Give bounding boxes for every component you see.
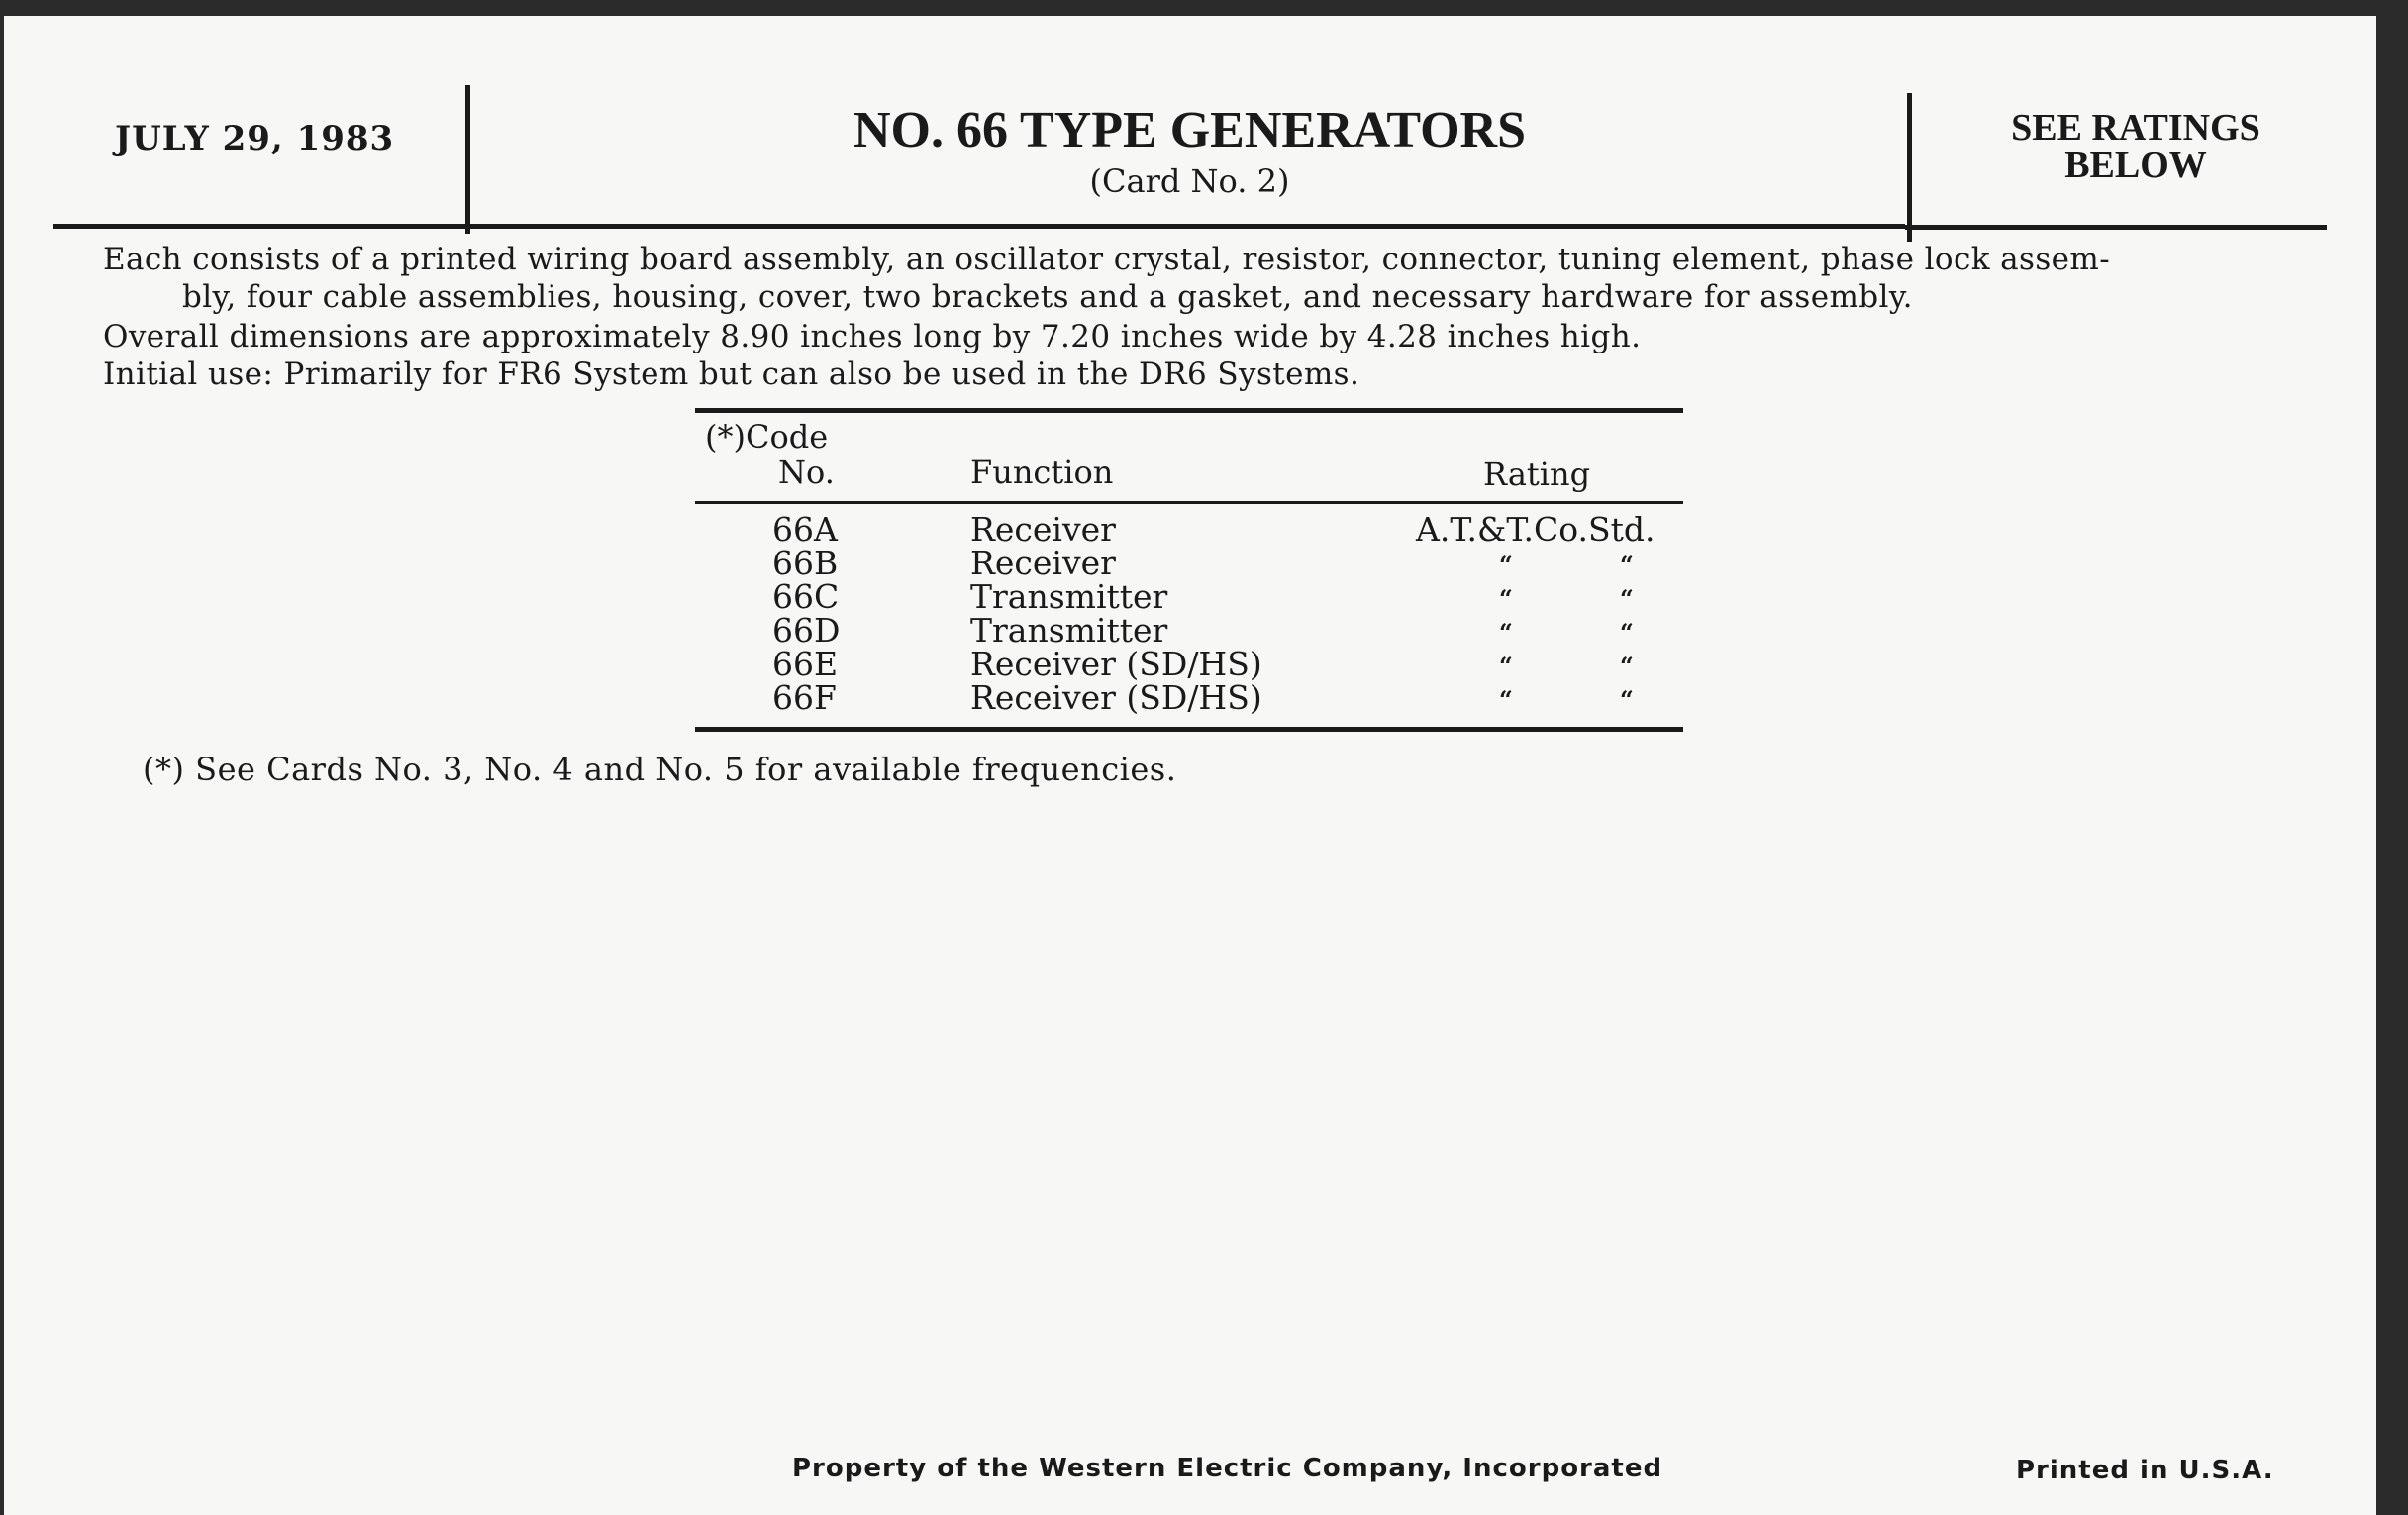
ratings-note-line2: BELOW [2064,145,2207,186]
initial-use-text: Initial use: Primarily for FR6 System but can also be used in the DR6 Systems. [103,356,1360,392]
ditto-mark: “ [1620,618,1634,647]
ditto-mark: “ [1620,652,1634,680]
header-rule-right [1905,225,2327,230]
printed-notice: Printed in U.S.A. [2016,1456,2274,1485]
ditto-mark: “ [1499,551,1513,579]
ratings-note-line1: SEE RATINGS [2011,107,2260,149]
table-row-rating: A.T.&T.Co.Std. [1416,510,1656,549]
description-line-2: bly, four cable assemblies, housing, cover, two brackets and a gasket, and necessary hardware for assembly. [182,279,1913,315]
table-row-function: Receiver [970,510,1116,549]
card-subtitle: (Card No. 2) [1089,162,1290,200]
table-row-code: 66E [772,645,839,683]
ratings-note [1911,109,2360,184]
card-date: JULY 29, 1983 [115,119,395,158]
table-top-rule [695,408,1683,413]
description-line-1: Each consists of a printed wiring board assembly, an oscillator crystal, resistor, connector, tuning element, phase lock assem- [103,242,2111,277]
table-row-code: 66B [772,544,839,582]
ditto-mark: “ [1499,618,1513,647]
catalog-card [4,16,2376,1515]
footnote: (*) See Cards No. 3, No. 4 and No. 5 for available frequencies. [143,751,1177,788]
ditto-mark: “ [1620,584,1634,613]
table-row-code: 66F [772,678,837,717]
header-rule-left [53,224,1905,229]
table-row-function: Receiver (SD/HS) [970,645,1262,683]
table-row-code: 66A [772,510,838,549]
table-row-function: Transmitter [970,577,1168,616]
table-header-rule [695,501,1683,504]
ditto-mark: “ [1499,652,1513,680]
table-row-code: 66D [772,611,841,650]
header-rating: Rating [1483,455,1591,493]
ditto-mark: “ [1620,685,1634,714]
header-code-line2: No. [778,454,835,491]
table-row-code: 66C [772,577,840,616]
table-bottom-rule [695,727,1683,732]
card-title: NO. 66 TYPE GENERATORS [853,102,1527,158]
dimensions-text: Overall dimensions are approximately 8.90 inches long by 7.20 inches wide by 4.28 inches high. [103,319,1642,354]
table-row-function: Transmitter [970,611,1168,650]
ditto-mark: “ [1499,584,1513,613]
header-code-line1: (*)Code [705,418,829,455]
header-function: Function [970,454,1114,491]
ditto-mark: “ [1499,685,1513,714]
property-notice: Property of the Western Electric Company, Incorporated [792,1454,1663,1483]
ditto-mark: “ [1620,551,1634,579]
table-row-function: Receiver [970,544,1116,582]
table-row-function: Receiver (SD/HS) [970,678,1262,717]
